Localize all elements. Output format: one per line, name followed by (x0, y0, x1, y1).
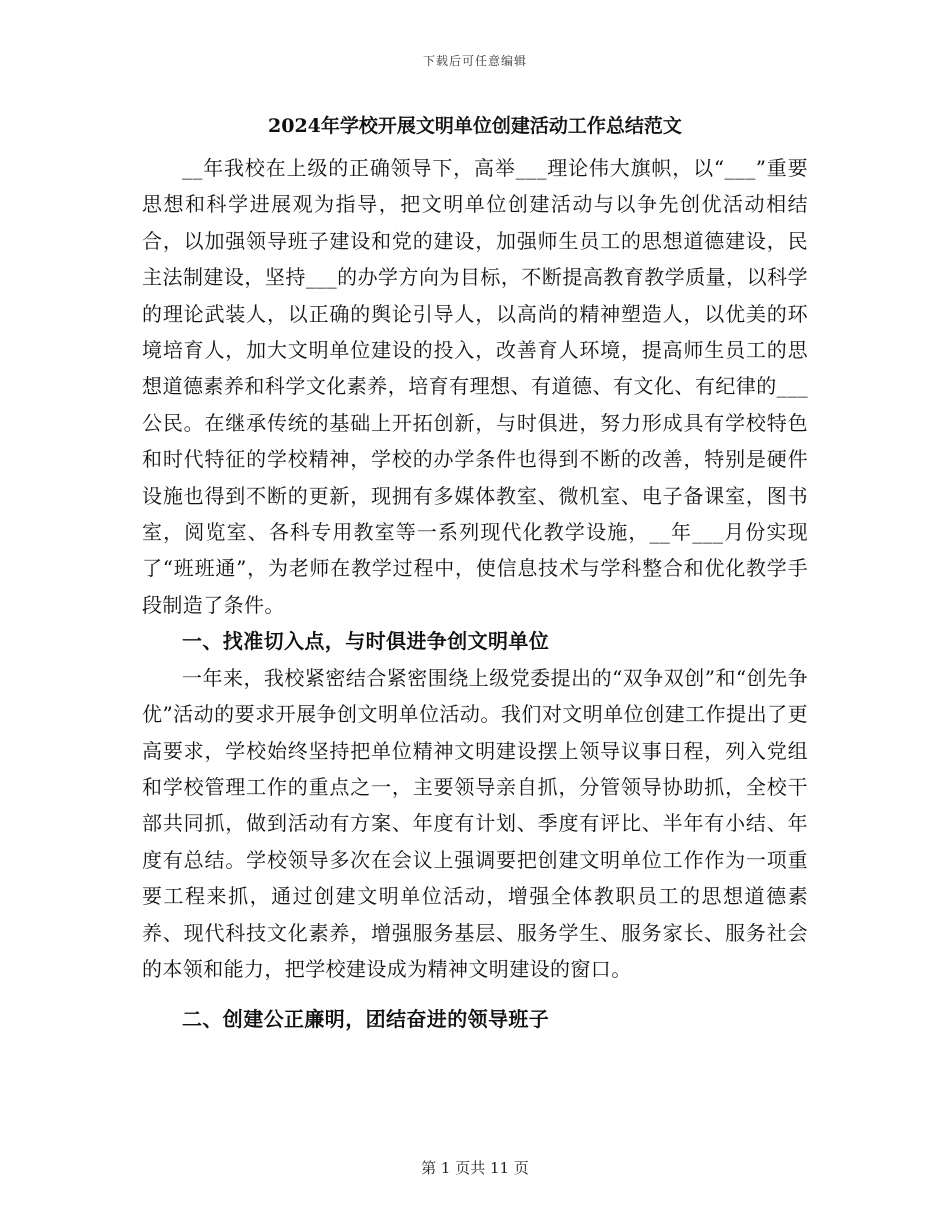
document-title: 2024年学校开展文明单位创建活动工作总结范文 (268, 115, 682, 137)
intro-paragraph: __年我校在上级的正确领导下，高举___理论伟大旗帜，以“___”重要思想和科学进展观为指导，把文明单位创建活动与以争先创优活动相结合，以加强领导班子建设和党的建设，加强师生员工的思想道德建设，民主法制建设，坚持___的办学方向为目标，不断提高教育教学质量，以科学的理论武装人，以正确的舆论引导人，以高尚的精神塑造人，以优美的环境培育人，加大文明单位建设的投入，改善育人环境，提高师生员工的思想道德素养和科学文化素养，培育有理想、有道德、有文化、有纪律的___公民。在继承传统的基础上开拓创新，与时俱进，努力形成具有学校特色和时代特征的学校精神，学校的办学条件也得到不断的改善，特别是硬件设施也得到不断的更新，现拥有多媒体教室、微机室、电子备课室，图书室，阅览室、各科专用教室等一系列现代化教学设施，__年___月份实现了“班班通”，为老师在教学过程中，使信息技术与学科整合和优化教学手段制造了条件。 (142, 156, 808, 617)
section-1-heading: 一、找准切入点，与时俱进争创文明单位 (182, 629, 550, 654)
page-number-footer: 第 1 页共 11 页 (421, 1159, 529, 1177)
section-1-paragraph: 一年来，我校紧密结合紧密围绕上级党委提出的“双争双创”和“创先争优”活动的要求开展争创文明单位活动。我们对文明单位创建工作提出了更高要求，学校始终坚持把单位精神文明建设摆上领导议事日程，列入党组和学校管理工作的重点之一，主要领导亲自抓，分管领导协助抓，全校干部共同抓，做到活动有方案、年度有计划、季度有评比、半年有小结、年度有总结。学校领导多次在会议上强调要把创建文明单位工作作为一项重要工程来抓，通过创建文明单位活动，增强全体教职员工的思想道德素养、现代科技文化素养，增强服务基层、服务学生、服务家长、服务社会的本领和能力，把学校建设成为精神文明建设的窗口。 (142, 665, 808, 981)
section-2-heading: 二、创建公正廉明，团结奋进的领导班子 (182, 1007, 550, 1032)
document-body (142, 108, 808, 1038)
header-note: 下载后可任意编辑 (422, 54, 527, 68)
